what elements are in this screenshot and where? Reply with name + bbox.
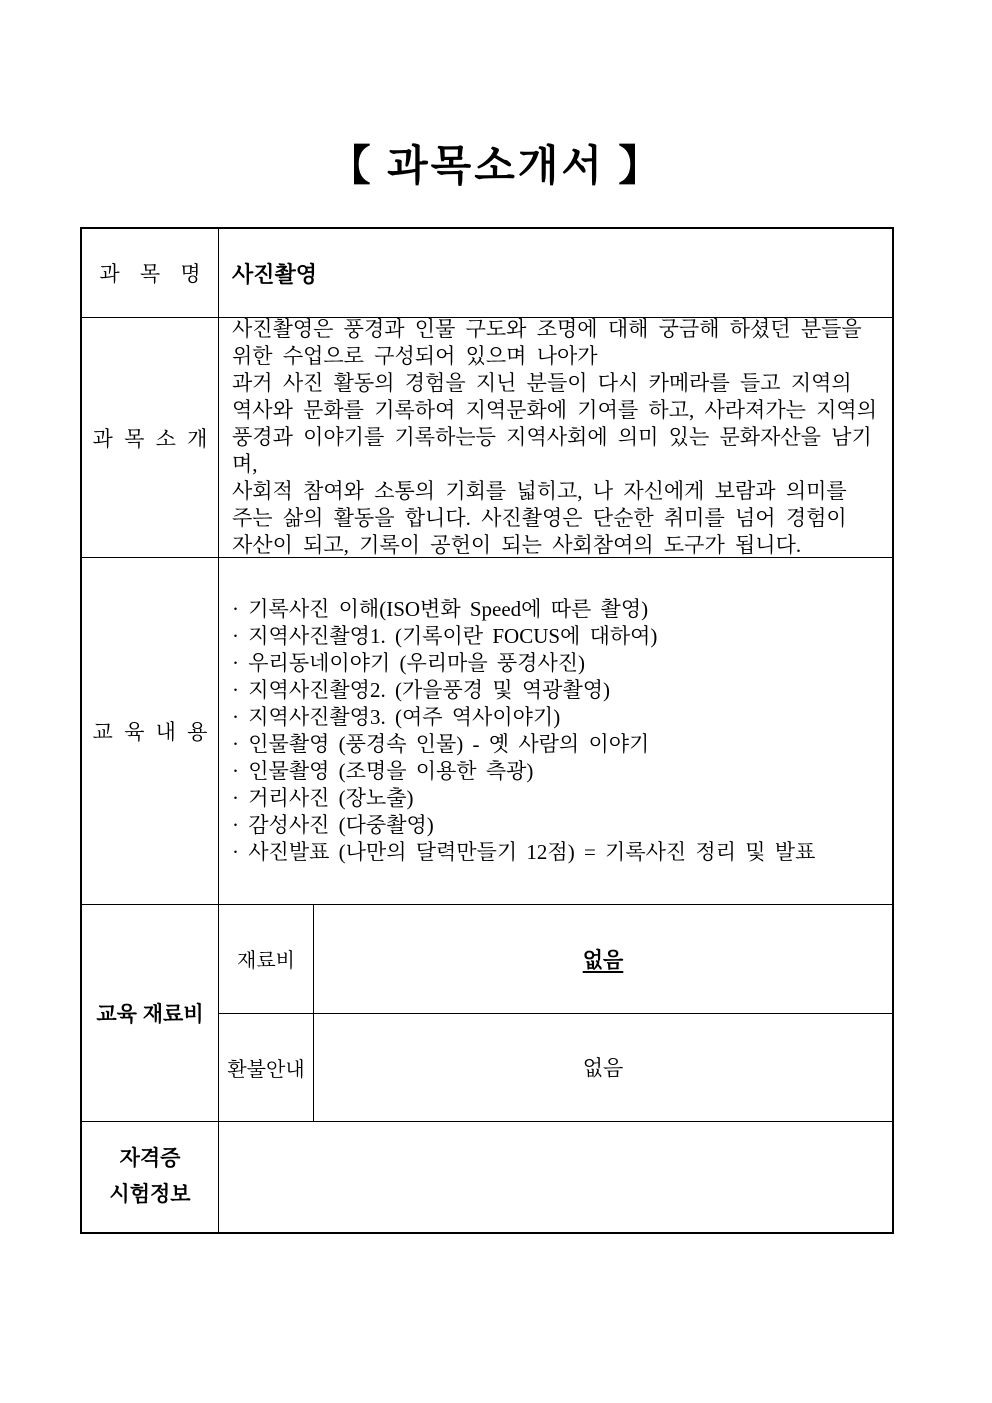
- edu-content-item: · 감성사진 (다중촬영): [232, 813, 434, 837]
- intro-line: 사진촬영은 풍경과 인물 구도와 조명에 대해 궁금해 하셨던 분들을: [232, 317, 862, 341]
- cert-label-line2: 시험정보: [109, 1183, 191, 1206]
- row-label-edu-content: 교 육 내 용: [82, 558, 219, 904]
- intro-line: 역사와 문화를 기록하여 지역문화에 기여를 하고, 사라져가는 지역의: [232, 398, 878, 422]
- intro-line: 과거 사진 활동의 경험을 지닌 분들이 다시 카메라를 들고 지역의: [232, 371, 852, 395]
- course-intro-text: [219, 318, 892, 557]
- edu-content-item: · 사진발표 (나만의 달력만들기 12점) = 기록사진 정리 및 발표: [232, 840, 816, 864]
- material-fee-value: 없음: [582, 947, 624, 972]
- intro-line: 사회적 참여와 소통의 기회를 넓히고, 나 자신에게 보람과 의미를: [232, 479, 847, 503]
- course-intro-table: [80, 227, 894, 1234]
- intro-line: 자산이 되고, 기록이 공헌이 되는 사회참여의 도구가 됩니다.: [232, 533, 802, 557]
- edu-content-item: · 인물촬영 (풍경속 인물) - 옛 사람의 이야기: [232, 732, 650, 756]
- cert-exam-info-value: [219, 1122, 892, 1232]
- cert-label-line1: 자격증: [119, 1147, 181, 1170]
- refund-info-value: 없음: [582, 1056, 624, 1081]
- table-row-course-name: [82, 229, 892, 318]
- sub-row-refund-info: [219, 1014, 892, 1122]
- edu-content-item: · 인물촬영 (조명을 이용한 측광): [232, 759, 534, 783]
- row-label-course-intro: 과 목 소 개: [82, 318, 219, 557]
- material-fee-label: 재료비: [219, 905, 314, 1013]
- table-row-cert-exam-info: [82, 1122, 892, 1232]
- edu-content-item: · 지역사진촬영1. (기록이란 FOCUS에 대하여): [232, 624, 658, 648]
- edu-content-item: · 기록사진 이해(ISO변화 Speed에 따른 촬영): [232, 597, 649, 621]
- edu-content-item: · 지역사진촬영3. (여주 역사이야기): [232, 705, 561, 729]
- row-label-course-name: 과 목 명: [82, 229, 219, 317]
- edu-content-item: · 우리동네이야기 (우리마을 풍경사진): [232, 651, 586, 675]
- intro-line: 위한 수업으로 구성되어 있으며 나아가: [232, 344, 598, 368]
- sub-row-material-fee: [219, 905, 892, 1014]
- row-label-material-cost: 교육 재료비: [82, 905, 219, 1121]
- page-title: 【 과목소개서 】: [328, 144, 664, 190]
- edu-content-list: [219, 558, 892, 904]
- table-row-material-cost: [82, 905, 892, 1122]
- intro-line: 주는 삶의 활동을 합니다. 사진촬영은 단순한 취미를 넘어 경험이: [232, 506, 847, 530]
- row-label-cert-exam-info: [82, 1122, 219, 1232]
- edu-content-item: · 거리사진 (장노출): [232, 786, 414, 810]
- table-row-edu-content: [82, 558, 892, 905]
- table-row-course-intro: [82, 318, 892, 558]
- course-name-value: 사진촬영: [232, 261, 318, 287]
- edu-content-item: · 지역사진촬영2. (가을풍경 및 역광촬영): [232, 678, 611, 702]
- intro-line: 풍경과 이야기를 기록하는등 지역사회에 의미 있는 문화자산을 남기며,: [232, 425, 872, 476]
- refund-info-label: 환불안내: [219, 1014, 314, 1122]
